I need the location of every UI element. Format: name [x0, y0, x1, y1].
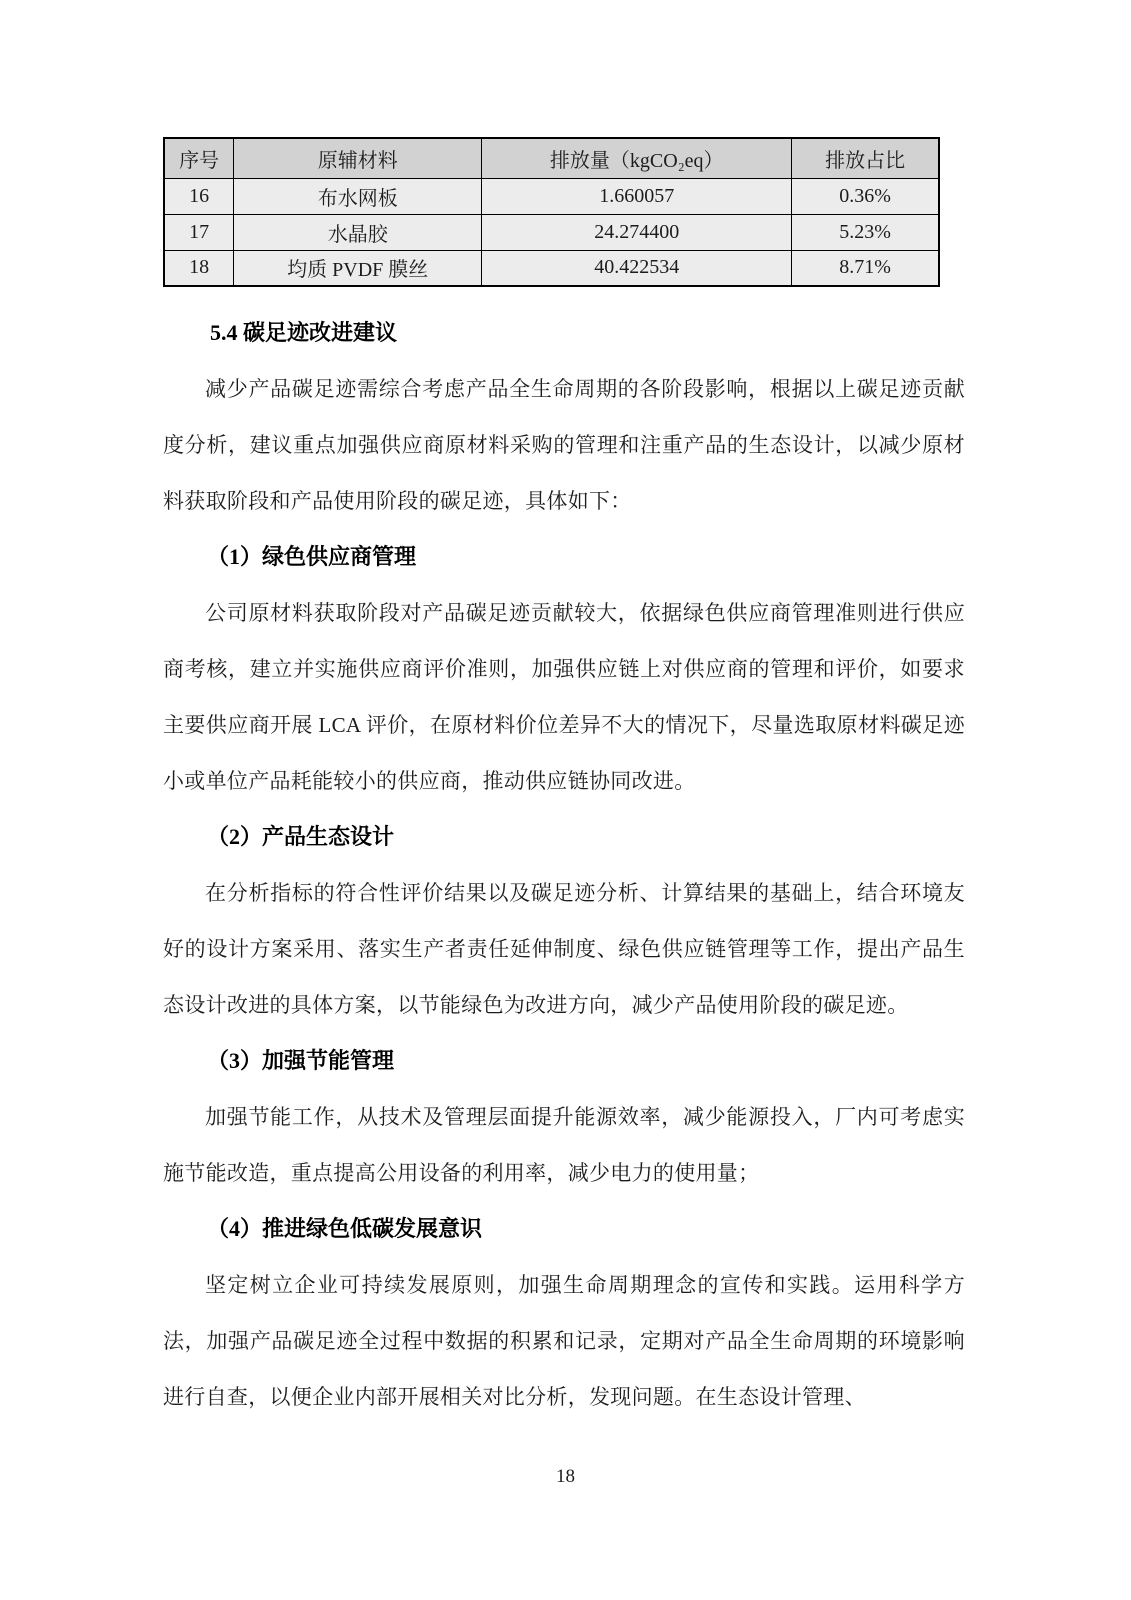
- cell-emission: 1.660057: [482, 178, 792, 214]
- cell-material: 水晶胶: [234, 214, 482, 250]
- intro-paragraph: 减少产品碳足迹需综合考虑产品全生命周期的各阶段影响，根据以上碳足迹贡献度分析，建议重点加强供应商原材料采购的管理和注重产品的生态设计，以减少原材料获取阶段和产品使用阶段的碳足迹，具体如下：: [163, 377, 965, 513]
- cell-material: 均质 PVDF 膜丝: [234, 250, 482, 286]
- table-row: [164, 178, 939, 214]
- subsection-heading-3: （3）加强节能管理: [207, 1048, 395, 1073]
- subsection-body-2: 在分析指标的符合性评价结果以及碳足迹分析、计算结果的基础上，结合环境友好的设计方案采用、落实生产者责任延伸制度、绿色供应链管理等工作，提出产品生态设计改进的具体方案，以节能绿色为改进方向，减少产品使用阶段的碳足迹。: [163, 881, 965, 1017]
- page-content: [163, 137, 965, 1425]
- column-header-material: 原辅材料: [234, 138, 482, 178]
- column-header-emission: 排放量（kgCO₂eq）: [482, 138, 792, 178]
- column-header-ratio: 排放占比: [792, 138, 939, 178]
- cell-index: 17: [164, 214, 234, 250]
- cell-ratio: 5.23%: [792, 214, 939, 250]
- subsection-body-4: 坚定树立企业可持续发展原则，加强生命周期理念的宣传和实践。运用科学方法，加强产品碳足迹全过程中数据的积累和记录，定期对产品全生命周期的环境影响进行自查，以便企业内部开展相关对比分析，发现问题。在生态设计管理、: [163, 1273, 965, 1409]
- cell-ratio: 8.71%: [792, 250, 939, 286]
- subsection-body-3: 加强节能工作，从技术及管理层面提升能源效率，减少能源投入，厂内可考虑实施节能改造，重点提高公用设备的利用率，减少电力的使用量；: [163, 1105, 965, 1185]
- emissions-table: [163, 137, 940, 287]
- subsection-heading-4: （4）推进绿色低碳发展意识: [207, 1216, 483, 1241]
- subsection-heading-2: （2）产品生态设计: [207, 824, 395, 849]
- cell-ratio: 0.36%: [792, 178, 939, 214]
- table-header-row: [164, 138, 939, 178]
- section-heading: 5.4 碳足迹改进建议: [210, 320, 398, 345]
- cell-emission: 40.422534: [482, 250, 792, 286]
- cell-material: 布水网板: [234, 178, 482, 214]
- cell-emission: 24.274400: [482, 214, 792, 250]
- subsection-heading-1: （1）绿色供应商管理: [207, 544, 417, 569]
- column-header-index: 序号: [164, 138, 234, 178]
- table-row: [164, 214, 939, 250]
- page-number: 18: [556, 1466, 575, 1487]
- cell-index: 16: [164, 178, 234, 214]
- subsection-body-1: 公司原材料获取阶段对产品碳足迹贡献较大，依据绿色供应商管理准则进行供应商考核，建立并实施供应商评价准则，加强供应链上对供应商的管理和评价，如要求主要供应商开展 LCA 评价，在原材料价位差异不大的情况下，尽量选取原材料碳足迹小或单位产品耗能较小的供应商，推动供应链协同改进。: [163, 601, 965, 793]
- table-row: [164, 250, 939, 286]
- cell-index: 18: [164, 250, 234, 286]
